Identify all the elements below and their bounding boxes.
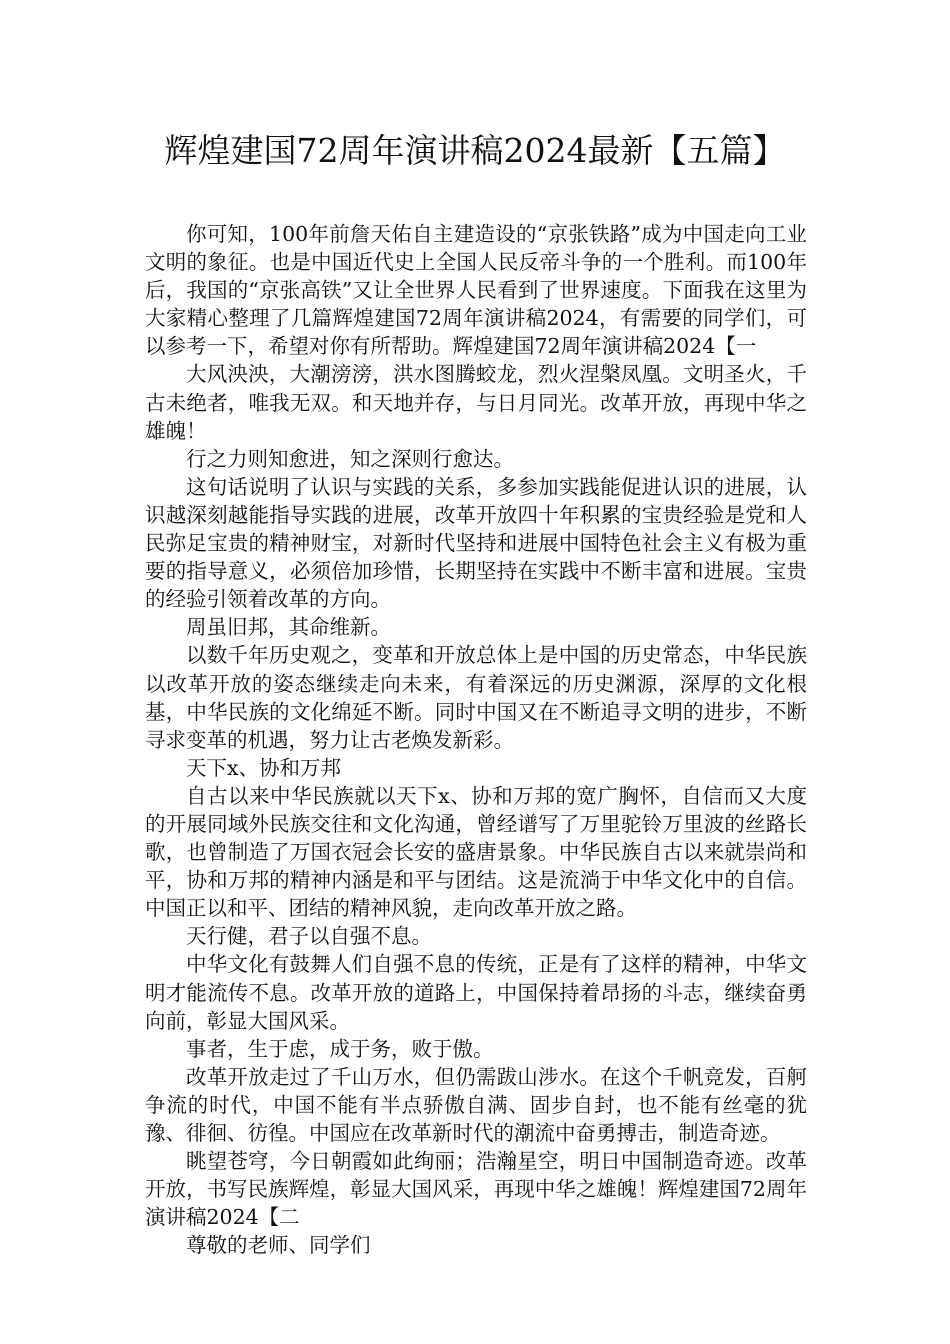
paragraph: 大风泱泱，大潮滂滂，洪水图腾蛟龙，烈火涅槃凤凰。文明圣火，千古未绝者，唯我无双。和天地并存，与日月同光。改革开放，再现中华之雄魄！: [145, 362, 807, 443]
paragraph-intro: 你可知，100年前詹天佑自主建造设的“京张铁路”成为中国走向工业文明的象征。也是中国近代史上全国人民反帝斗争的一个胜利。而100年后，我国的“京张高铁”又让全世界人民看到了世界速度。下面我在这里为大家精心整理了几篇辉煌建国72周年演讲稿2024，有需要的同学们，可以参考一下，希望对你有所帮助。辉煌建国72周年演讲稿2024【一: [145, 222, 807, 359]
paragraph: 这句话说明了认识与实践的关系，多参加实践能促进认识的进展，认识越深刻越能指导实践的进展，改革开放四十年积累的宝贵经验是党和人民弥足宝贵的精神财宝，对新时代坚持和进展中国特色社会主义有极为重要的指导意义，必须倍加珍惜，长期坚持在实践中不断丰富和进展。宝贵的经验引领着改革的方向。: [145, 474, 807, 612]
document-title: 辉煌建国72周年演讲稿2024最新【五篇】: [164, 131, 786, 170]
paragraph-quote: 周虽旧邦，其命维新。: [186, 615, 391, 640]
paragraph: 中华文化有鼓舞人们自强不息的传统，正是有了这样的精神，中华文明才能流传不息。改革开放的道路上，中国保持着昂扬的斗志，继续奋勇向前，彰显大国风采。: [145, 952, 807, 1033]
paragraph: 眺望苍穹，今日朝霞如此绚丽；浩瀚星空，明日中国制造奇迹。改革开放，书写民族辉煌，彰显大国风采，再现中华之雄魄！辉煌建国72周年演讲稿2024【二: [145, 1149, 807, 1230]
paragraph: 自古以来中华民族就以天下x、协和万邦的宽广胸怀，自信而又大度的开展同域外民族交往和文化沟通，曾经谱写了万里驼铃万里波的丝路长歌，也曾制造了万国衣冠会长安的盛唐景象。中华民族自古以来就崇尚和平，协和万邦的精神内涵是和平与团结。这是流淌于中华文化中的自信。中国正以和平、团结的精神风貌，走向改革开放之路。: [145, 783, 807, 921]
document-body: [145, 220, 807, 1259]
paragraph-quote: 天行健，君子以自强不息。: [186, 924, 432, 949]
paragraph-quote: 事者，生于虑，成于务，败于傲。: [186, 1036, 494, 1061]
paragraph-quote: 行之力则知愈进，知之深则行愈达。: [186, 446, 514, 471]
paragraph-quote: 天下x、协和万邦: [186, 755, 342, 780]
paragraph-greeting: 尊敬的老师、同学们: [186, 1233, 371, 1258]
paragraph: 改革开放走过了千山万水，但仍需跋山涉水。在这个千帆竞发，百舸争流的时代，中国不能有半点骄傲自满、固步自封，也不能有丝毫的犹豫、徘徊、彷徨。中国应在改革新时代的潮流中奋勇搏击，制造奇迹。: [145, 1064, 807, 1145]
paragraph: 以数千年历史观之，变革和开放总体上是中国的历史常态，中华民族以改革开放的姿态继续走向未来，有着深远的历史渊源，深厚的文化根基，中华民族的文化绵延不断。同时中国又在不断追寻文明的进步，不断寻求变革的机遇，努力让古老焕发新彩。: [145, 643, 807, 752]
